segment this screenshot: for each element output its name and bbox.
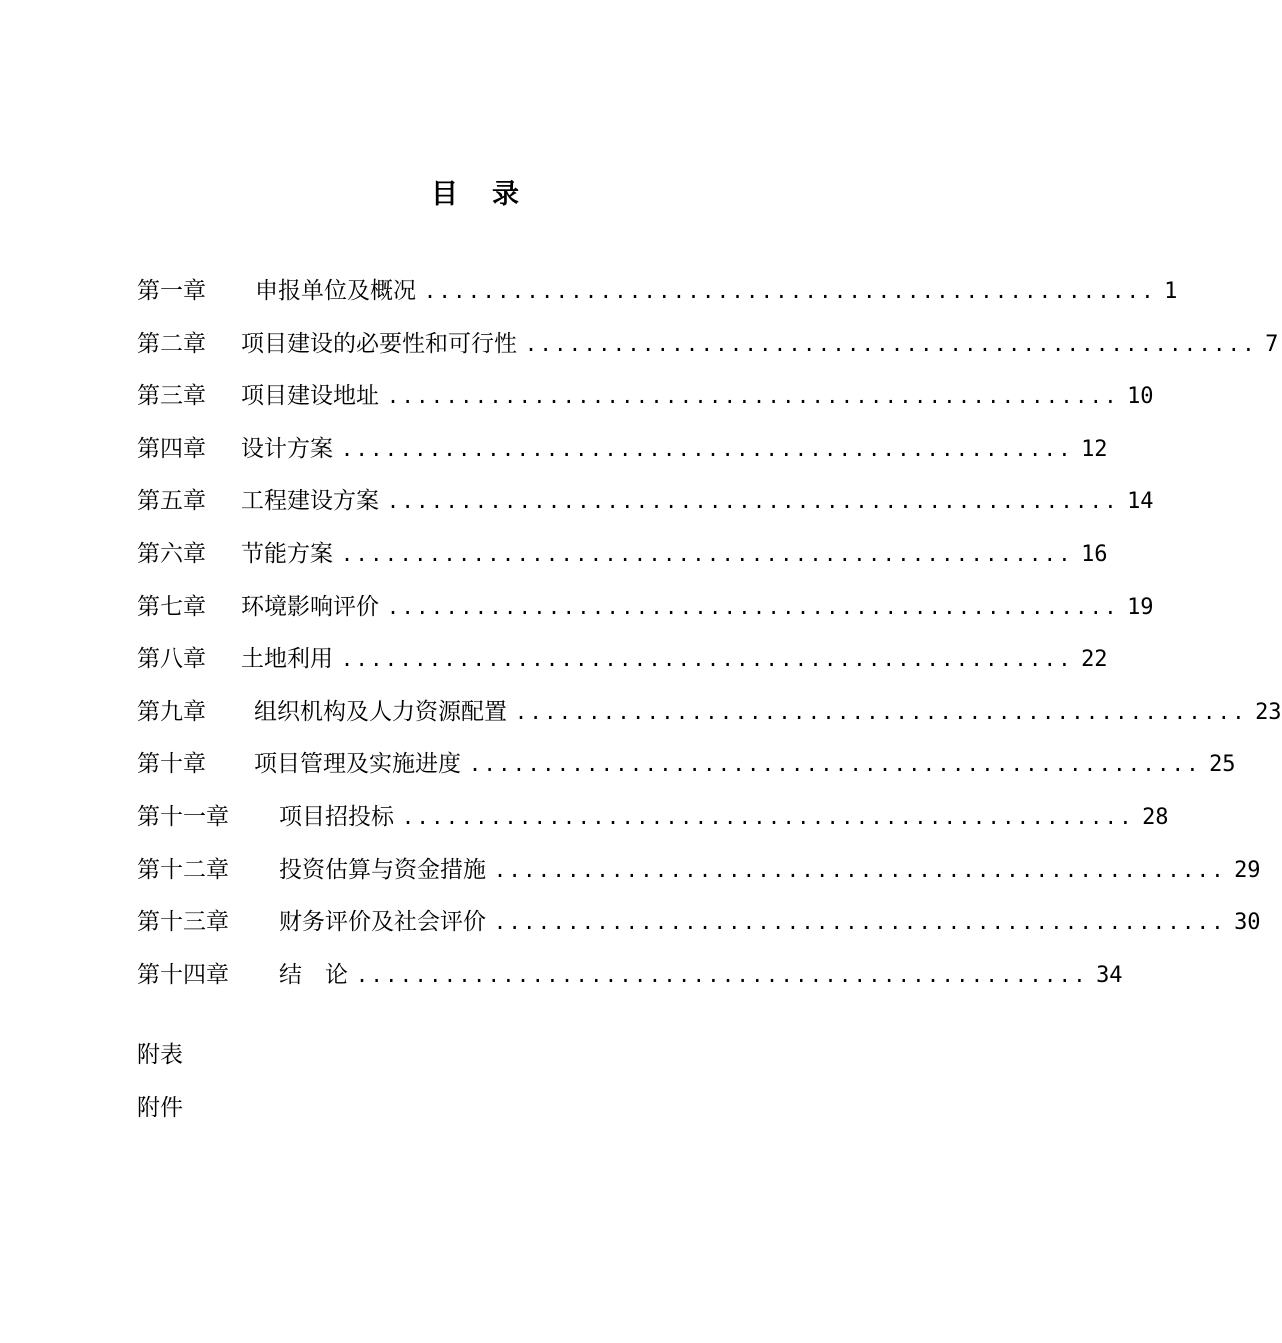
table-of-contents	[137, 273, 1282, 1009]
toc-chapter-number: 第五章	[137, 488, 206, 515]
toc-chapter-number: 第十章	[137, 751, 206, 778]
toc-dot-leader: ..................................................	[494, 857, 1227, 882]
toc-page-number: 34	[1096, 962, 1123, 988]
toc-chapter-number: 第八章	[137, 646, 206, 673]
toc-entry[interactable]	[137, 326, 1279, 379]
toc-dot-leader: ..................................................	[356, 962, 1089, 987]
toc-dot-leader: ..................................................	[387, 384, 1120, 409]
toc-entry[interactable]	[137, 904, 1261, 957]
toc-chapter-number: 第四章	[137, 435, 206, 462]
toc-entry[interactable]	[137, 589, 1154, 642]
toc-dot-leader: ..................................................	[387, 594, 1120, 619]
toc-chapter-number: 第十四章	[137, 961, 229, 988]
toc-dot-leader: ..................................................	[469, 752, 1202, 777]
toc-entry-title: 财务评价及社会评价	[279, 909, 486, 936]
toc-entry[interactable]	[137, 483, 1154, 536]
toc-chapter-number: 第十三章	[137, 909, 229, 936]
toc-chapter-number: 第六章	[137, 540, 206, 567]
toc-page-number: 10	[1127, 384, 1154, 410]
toc-entry[interactable]	[137, 641, 1108, 694]
toc-entry[interactable]	[137, 852, 1261, 905]
toc-entry[interactable]	[137, 431, 1108, 484]
toc-page-number: 23	[1255, 699, 1282, 725]
toc-entry-title: 设计方案	[241, 435, 333, 462]
toc-page-number: 14	[1127, 489, 1154, 515]
toc-entry-title: 节能方案	[241, 540, 333, 567]
toc-entry[interactable]	[137, 746, 1236, 799]
toc-dot-leader: ..................................................	[341, 436, 1074, 461]
toc-page-number: 7	[1265, 331, 1279, 357]
toc-entry-title: 项目建设地址	[241, 383, 379, 410]
toc-page-number: 28	[1142, 804, 1169, 830]
toc-page-number: 12	[1081, 436, 1108, 462]
toc-chapter-number: 第二章	[137, 330, 206, 357]
toc-chapter-number: 第七章	[137, 593, 206, 620]
toc-page-number: 1	[1164, 279, 1178, 304]
toc-chapter-number: 第十一章	[137, 803, 229, 830]
toc-page-number: 29	[1234, 857, 1261, 883]
toc-chapter-number: 第三章	[137, 383, 206, 410]
toc-page-number: 25	[1209, 752, 1236, 778]
toc-entry[interactable]	[137, 378, 1154, 431]
toc-entry-title: 项目建设的必要性和可行性	[241, 330, 517, 357]
toc-title	[0, 172, 950, 211]
toc-page-number: 19	[1127, 594, 1154, 620]
toc-page-number: 22	[1081, 647, 1108, 673]
toc-dot-leader: ..................................................	[525, 331, 1258, 356]
toc-dot-leader: ..................................................	[494, 910, 1227, 935]
appendix-tables[interactable]: 附表	[137, 1042, 183, 1068]
toc-entry-title: 组织机构及人力资源配置	[254, 698, 507, 725]
toc-chapter-number: 第九章	[137, 698, 206, 725]
toc-entry-title: 土地利用	[241, 646, 333, 673]
toc-page-number: 30	[1234, 910, 1261, 936]
toc-entry-title: 环境影响评价	[241, 593, 379, 620]
toc-entry-title: 申报单位及概况	[255, 278, 416, 304]
appendix-attachments[interactable]: 附件	[137, 1095, 183, 1121]
toc-chapter-number: 第十二章	[137, 856, 229, 883]
toc-dot-leader: ..................................................	[341, 647, 1074, 672]
toc-title-char-1: 目	[431, 179, 458, 210]
toc-entry-title: 项目招投标	[279, 803, 394, 830]
toc-dot-leader: ..................................................	[402, 804, 1135, 829]
toc-dot-leader: ..................................................	[341, 541, 1074, 566]
toc-entry[interactable]	[137, 536, 1108, 589]
toc-title-char-2: 录	[492, 179, 519, 210]
toc-entry[interactable]	[137, 957, 1123, 1010]
toc-dot-leader: ..................................................	[387, 489, 1120, 514]
toc-entry[interactable]	[137, 273, 1178, 326]
toc-dot-leader: ..................................................	[515, 699, 1248, 724]
toc-entry-title: 投资估算与资金措施	[279, 856, 486, 883]
toc-chapter-number: 第一章	[137, 278, 206, 304]
toc-entry-title: 项目管理及实施进度	[254, 751, 461, 778]
toc-entry-title: 结 论	[279, 961, 348, 988]
toc-dot-leader: ..................................................	[424, 279, 1157, 303]
toc-entry-title: 工程建设方案	[241, 488, 379, 515]
toc-entry[interactable]	[137, 799, 1169, 852]
toc-entry[interactable]	[137, 694, 1282, 747]
toc-page-number: 16	[1081, 541, 1108, 567]
